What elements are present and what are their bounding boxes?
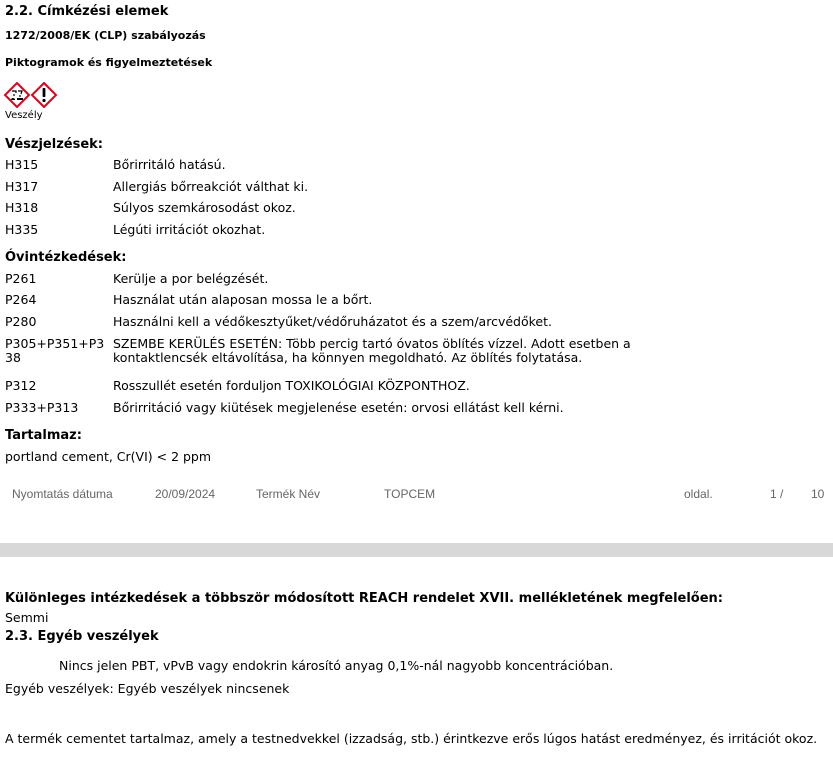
hazard-code: H315 [5,157,39,172]
contains-value: portland cement, Cr(VI) < 2 ppm [5,449,212,464]
precaution-code: P333+P313 [5,400,79,415]
precaution-text: Bőrirritáció vagy kiütések megjelenése esetén: orvosi ellátást kell kérni. [113,400,564,415]
print-date-label: Nyomtatás dátuma [12,487,113,501]
precaution-text: SZEMBE KERÜLÉS ESETÉN: Több percig tartó óvatos öblítés vízzel. Adott esetben a kontaktlencsék eltávolítása, ha könnyen megoldható. Az öblítés folytatása. [113,336,631,365]
precaution-code: P312 [5,378,37,393]
precaution-text: Használni kell a védőkesztyűket/védőruházatot és a szem/arcvédőket. [113,314,552,329]
page-total: 10 [811,487,825,501]
hazard-heading: Vészjelzések: [5,137,103,152]
regulation-label: 1272/2008/EK (CLP) szabályozás [5,29,206,42]
special-measures-value: Semmi [5,610,49,625]
other-hazards-title: 2.3. Egyéb veszélyek [5,629,159,644]
precaution-text: Kerülje a por belégzését. [113,271,269,286]
pictogram-heading: Piktogramok és figyelmeztetések [5,56,213,69]
precaution-code: P280 [5,314,37,329]
page-current: 1 / [770,487,784,501]
special-measures-heading: Különleges intézkedések a többször módosított REACH rendelet XVII. mellékletének megfelelően: [5,591,724,606]
hazard-text: Allergiás bőrreakciót válthat ki. [113,179,309,194]
precaution-text: Rosszullét esetén forduljon TOXIKOLÓGIAI KÖZPONTHOZ. [113,378,470,393]
precaution-text: Használat után alaposan mossa le a bőrt. [113,292,373,307]
precaution-code: P261 [5,271,37,286]
hazard-code: H335 [5,222,39,237]
product-name: TOPCEM [384,487,436,501]
precaution-code: P264 [5,292,37,307]
pbt-text: Nincs jelen PBT, vPvB vagy endokrin károsító anyag 0,1%-nál nagyobb koncentrációban. [59,658,614,673]
print-date: 20/09/2024 [155,487,216,501]
hazard-code: H317 [5,179,39,194]
product-label: Termék Név [256,487,321,501]
other-hazards-text: Egyéb veszélyek: Egyéb veszélyek nincsenek [5,681,290,696]
contains-heading: Tartalmaz: [5,428,82,443]
hazard-text: Légúti irritációt okozhat. [113,222,266,237]
hazard-text: Bőrirritáló hatású. [113,157,226,172]
section-title: 2.2. Címkézési elemek [5,4,169,19]
precaution-heading: Óvintézkedések: [5,250,127,265]
signal-word: Veszély [5,110,43,121]
page-label: oldal. [684,487,713,501]
hazard-code: H318 [5,200,39,215]
precaution-code: P305+P351+P338 [5,336,105,365]
cement-note: A termék cementet tartalmaz, amely a testnedvekkel (izzadság, stb.) érintkezve erős lúgos hatást eredményez, és irritációt okoz. [5,731,818,746]
corrosion-icon [4,82,30,108]
exclamation-mark-icon [31,82,57,108]
page-separator [0,543,833,557]
hazard-text: Súlyos szemkárosodást okoz. [113,200,296,215]
